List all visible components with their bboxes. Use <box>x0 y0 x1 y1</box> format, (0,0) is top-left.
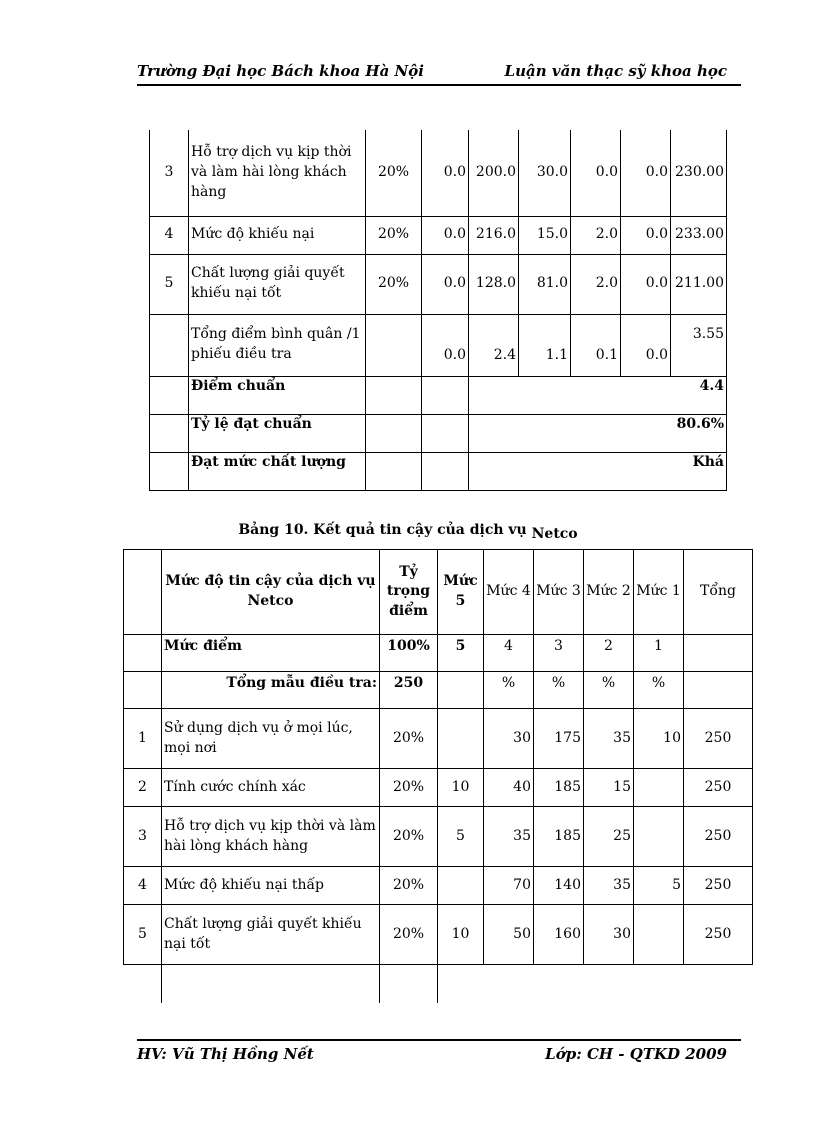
weight-cell: 20% <box>380 867 438 905</box>
rate-label: Tỷ lệ đạt chuẩn <box>189 414 366 452</box>
criteria-name: Hỗ trợ dịch vụ kịp thời và làm hài lòng khách hàng <box>189 130 366 216</box>
value-cell: 35 <box>584 709 634 769</box>
level3-header: Mức 3 <box>534 550 584 635</box>
level4-header: Mức 4 <box>484 550 534 635</box>
criteria-name: Hỗ trợ dịch vụ kịp thời và làm hài lòng khách hàng <box>162 807 380 867</box>
criteria-name: Chất lượng giải quyết khiếu nại tốt <box>189 254 366 314</box>
table-row <box>150 130 727 216</box>
total-cell: 233.00 <box>671 216 727 254</box>
total-cell: 250 <box>684 709 753 769</box>
total-cell: 250 <box>684 905 753 965</box>
value-cell: 0.0 <box>422 254 469 314</box>
standard-row <box>150 376 727 414</box>
weight-cell: 20% <box>380 709 438 769</box>
value-cell: 160 <box>534 905 584 965</box>
value-cell: 128.0 <box>469 254 519 314</box>
caption-suffix: Netco <box>531 526 578 542</box>
row-number: 1 <box>124 709 162 769</box>
school-name: Trường Đại học Bách khoa Hà Nội <box>137 62 424 80</box>
weight-cell: 20% <box>366 130 422 216</box>
value-cell <box>634 807 684 867</box>
value-cell: 0.0 <box>621 130 671 216</box>
table-gridline <box>379 965 380 1003</box>
value-cell: 0.0 <box>422 216 469 254</box>
criteria-name: Sử dụng dịch vụ ở mọi lúc, mọi nơi <box>162 709 380 769</box>
value-cell: 5 <box>438 807 484 867</box>
value-cell: 2.4 <box>469 314 519 376</box>
score-cell: 3 <box>534 635 584 672</box>
header-row <box>124 550 753 635</box>
table-caption <box>0 522 816 542</box>
score-label: Mức điểm <box>162 635 380 672</box>
value-cell: 40 <box>484 769 534 807</box>
rate-row <box>150 414 727 452</box>
row-number: 3 <box>150 130 189 216</box>
quality-row <box>150 452 727 490</box>
table-gridline <box>161 965 162 1003</box>
table-row <box>124 769 753 807</box>
criteria-name: Mức độ khiếu nại thấp <box>162 867 380 905</box>
score-cell: 4 <box>484 635 534 672</box>
value-cell: 0.0 <box>621 314 671 376</box>
value-cell: 2.0 <box>571 254 621 314</box>
quality-label: Đạt mức chất lượng <box>189 452 366 490</box>
criteria-name: Chất lượng giải quyết khiếu nại tốt <box>162 905 380 965</box>
level2-header: Mức 2 <box>584 550 634 635</box>
value-cell: 81.0 <box>519 254 571 314</box>
criteria-name: Tính cước chính xác <box>162 769 380 807</box>
value-cell: 140 <box>534 867 584 905</box>
value-cell: 25 <box>584 807 634 867</box>
header-rule <box>137 84 741 86</box>
score-cell: 2 <box>584 635 634 672</box>
total-cell: 250 <box>684 807 753 867</box>
percent-cell: % <box>634 672 684 709</box>
level1-header: Mức 1 <box>634 550 684 635</box>
criteria-header: Mức độ tin cậy của dịch vụ Netco <box>162 550 380 635</box>
standard-label: Điểm chuẩn <box>189 376 366 414</box>
value-cell: 10 <box>438 905 484 965</box>
quality-value: Khá <box>469 452 727 490</box>
value-cell: 0.0 <box>422 130 469 216</box>
caption-title: Bảng 10. Kết quả tin cậy của dịch vụ <box>238 522 527 538</box>
weight-cell: 20% <box>366 254 422 314</box>
table-row <box>124 905 753 965</box>
weight-cell: 20% <box>380 807 438 867</box>
row-number: 4 <box>124 867 162 905</box>
value-cell: 30 <box>584 905 634 965</box>
value-cell <box>634 905 684 965</box>
value-cell <box>634 769 684 807</box>
total-cell: 3.55 <box>671 314 727 376</box>
weight-cell: 20% <box>380 769 438 807</box>
value-cell: 30 <box>484 709 534 769</box>
value-cell <box>438 867 484 905</box>
total-cell: 230.00 <box>671 130 727 216</box>
footer-rule <box>137 1039 741 1041</box>
row-number: 5 <box>150 254 189 314</box>
value-cell: 5 <box>634 867 684 905</box>
value-cell: 0.0 <box>422 314 469 376</box>
percent-cell: % <box>484 672 534 709</box>
row-number: 4 <box>150 216 189 254</box>
value-cell: 2.0 <box>571 216 621 254</box>
percent-cell: % <box>534 672 584 709</box>
value-cell: 185 <box>534 807 584 867</box>
value-cell: 185 <box>534 769 584 807</box>
results-table-continued <box>149 130 727 491</box>
row-number: 3 <box>124 807 162 867</box>
total-cell: 211.00 <box>671 254 727 314</box>
value-cell: 1.1 <box>519 314 571 376</box>
value-cell: 10 <box>438 769 484 807</box>
rate-value: 80.6% <box>469 414 727 452</box>
total-cell: 250 <box>684 769 753 807</box>
weight-cell: 20% <box>380 905 438 965</box>
standard-value: 4.4 <box>469 376 727 414</box>
value-cell: 35 <box>484 807 534 867</box>
thesis-title: Luận văn thạc sỹ khoa học <box>504 62 727 80</box>
score-cell: 1 <box>634 635 684 672</box>
value-cell: 0.1 <box>571 314 621 376</box>
weight-header: Tỷ trọng điểm <box>380 550 438 635</box>
value-cell: 15.0 <box>519 216 571 254</box>
value-cell: 15 <box>584 769 634 807</box>
percent-cell: % <box>584 672 634 709</box>
value-cell: 175 <box>534 709 584 769</box>
value-cell: 200.0 <box>469 130 519 216</box>
value-cell: 10 <box>634 709 684 769</box>
total-cell: 250 <box>684 867 753 905</box>
score-cell: 5 <box>438 635 484 672</box>
class-name: Lớp: CH - QTKD 2009 <box>545 1045 727 1063</box>
table-row <box>150 254 727 314</box>
row-number: 2 <box>124 769 162 807</box>
student-name: HV: Vũ Thị Hồng Nết <box>137 1045 314 1063</box>
score-weight: 100% <box>380 635 438 672</box>
reliability-table <box>123 549 753 965</box>
value-cell: 70 <box>484 867 534 905</box>
level5-header: Mức 5 <box>438 550 484 635</box>
row-number: 5 <box>124 905 162 965</box>
average-label: Tổng điểm bình quân /1 phiếu điều tra <box>189 314 366 376</box>
sample-label: Tổng mẫu điều tra: <box>162 672 380 709</box>
score-row <box>124 635 753 672</box>
value-cell: 35 <box>584 867 634 905</box>
value-cell: 30.0 <box>519 130 571 216</box>
weight-cell: 20% <box>366 216 422 254</box>
table-row <box>124 709 753 769</box>
table-row <box>150 216 727 254</box>
table-gridline <box>437 965 438 1003</box>
value-cell: 50 <box>484 905 534 965</box>
table-row <box>124 807 753 867</box>
criteria-name: Mức độ khiếu nại <box>189 216 366 254</box>
value-cell: 0.0 <box>621 216 671 254</box>
total-header: Tổng <box>684 550 753 635</box>
table-row <box>124 867 753 905</box>
value-cell: 216.0 <box>469 216 519 254</box>
value-cell: 0.0 <box>621 254 671 314</box>
value-cell <box>438 709 484 769</box>
value-cell: 0.0 <box>571 130 621 216</box>
sample-row <box>124 672 753 709</box>
sample-value: 250 <box>380 672 438 709</box>
average-row <box>150 314 727 376</box>
